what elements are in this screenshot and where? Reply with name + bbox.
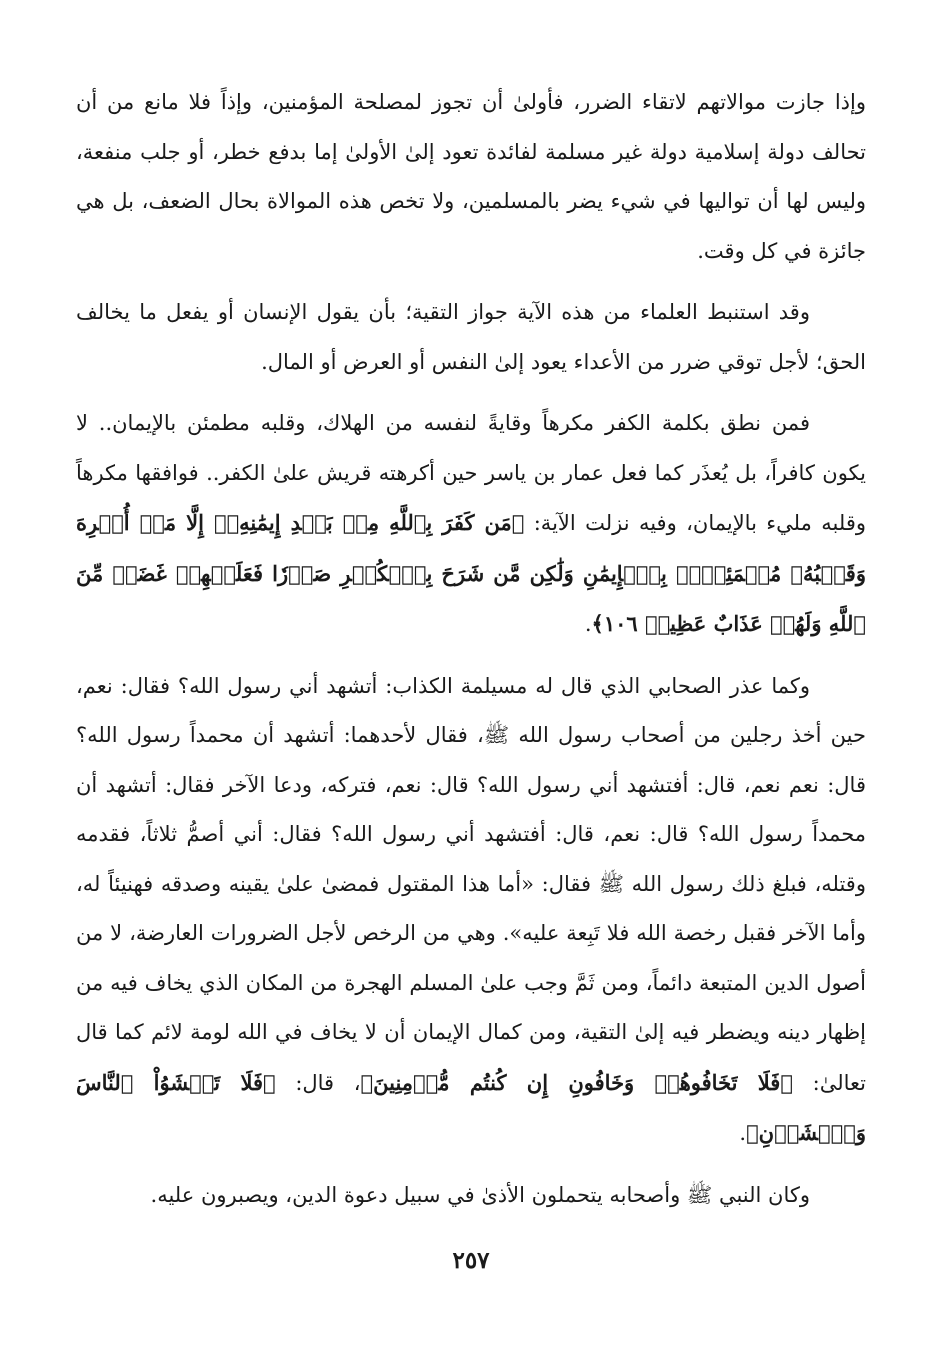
paragraph-ammar: [76, 399, 866, 650]
paragraph-text: فمن نطق بكلمة الكفر مكرهاً وقايةً لنفسه من الهلاك، وقلبه مطمئن بالإيمان.. لا يكون كافراً، بل يُعذَر كما فعل عمار بن ياسر حين أكرهته قريش علىٰ الكفر.. فوافقها مكرهاً وقلبه مليء بالإيمان، وفيه نزلت الآية:: [76, 411, 866, 535]
paragraph-text: وقد استنبط العلماء من هذه الآية جواز التقية؛ بأن يقول الإنسان أو يفعل ما يخالف الحق؛ لأجل توقي ضرر من الأعداء يعود إلىٰ النفس أو العرض أو المال.: [76, 300, 866, 374]
paragraph-alliance: [76, 78, 866, 276]
paragraph-text: .: [584, 612, 592, 636]
paragraph-text: وكما عذر الصحابي الذي قال له مسيلمة الكذاب: أتشهد أني رسول الله؟ فقال: نعم، حين أخذ رجلين من أصحاب رسول الله ﷺ، فقال لأحدهما: أتشهد أن محمداً رسول الله؟ قال: نعم نعم، قال: أفتشهد أني رسول الله؟ قال: نعم، فتركه، ودعا الآخر فقال: أتشهد أن محمداً رسول الله؟ قال: نعم، قال: أفتشهد أني رسول الله؟ فقال: أني أصمُّ ثلاثاً، فقدمه وقتله، فبلغ ذلك رسول الله ﷺ فقال: «أما هذا المقتول فمضىٰ علىٰ يقينه وصدقه فهنيئاً له، وأما الآخر فقبل رخصة الله فلا تَبِعة عليه». وهي من الرخص لأجل الضرورات العارضة، لا من أصول الدين المتبعة دائماً، ومن ثَمَّ وجب علىٰ المسلم الهجرة من المكان الذي يخاف فيه من إظهار دينه ويضطر فيه إلىٰ التقية، ومن كمال الإيمان أن لا يخاف في الله لومة لائم كما قال تعالىٰ:: [76, 673, 866, 1095]
quran-verse: ﴿فَلَا تَخۡشَوُاْ ٱلنَّاسَ وَٱخۡشَوۡنِ﴾: [76, 1069, 866, 1145]
page-body: [76, 78, 866, 1232]
paragraph-text: وكان النبي ﷺ وأصحابه يتحملون الأذىٰ في سبيل دعوة الدين، ويصبرون عليه.: [150, 1182, 810, 1207]
paragraph-text: .: [739, 1121, 747, 1145]
page-number: ٢٥٧: [452, 1247, 490, 1274]
quran-verse: ﴿فَلَا تَخَافُوهُمۡ وَخَافُونِ إِن كُنتُم مُّؤۡمِنِينَ﴾: [360, 1069, 793, 1095]
paragraph-text: وإذا جازت موالاتهم لاتقاء الضرر، فأولىٰ أن تجوز لمصلحة المؤمنين، وإذاً فلا مانع من أن تحالف دولة إسلامية دولة غير مسلمة لفائدة تعود إلىٰ الأولىٰ إما بدفع خطر، أو جلب منفعة، وليس لها أن تواليها في شيء يضر بالمسلمين، ولا تخص هذه الموالاة بحال الضعف، بل هي جائزة في كل وقت.: [76, 90, 866, 263]
paragraph-musaylima: [76, 662, 866, 1159]
quran-verse: ﴿مَن كَفَرَ بِٱللَّهِ مِنۢ بَعۡدِ إِيمَٰنِهِۦٓ إِلَّا مَنۡ أُكۡرِهَ وَقَلۡبُهُۥ مُطۡمَئِنُّۢ بِٱلۡإِيمَٰنِ وَلَٰكِن مَّن شَرَحَ بِٱلۡكُفۡرِ صَدۡرٗا فَعَلَيۡهِمۡ غَضَبٞ مِّنَ ٱللَّهِ وَلَهُمۡ عَذَابٌ عَظِيمٞ ١٠٦﴾: [76, 510, 866, 636]
paragraph-text: ، قال:: [275, 1070, 361, 1095]
paragraph-taqiyya: [76, 288, 866, 387]
paragraph-patience: [76, 1171, 866, 1221]
